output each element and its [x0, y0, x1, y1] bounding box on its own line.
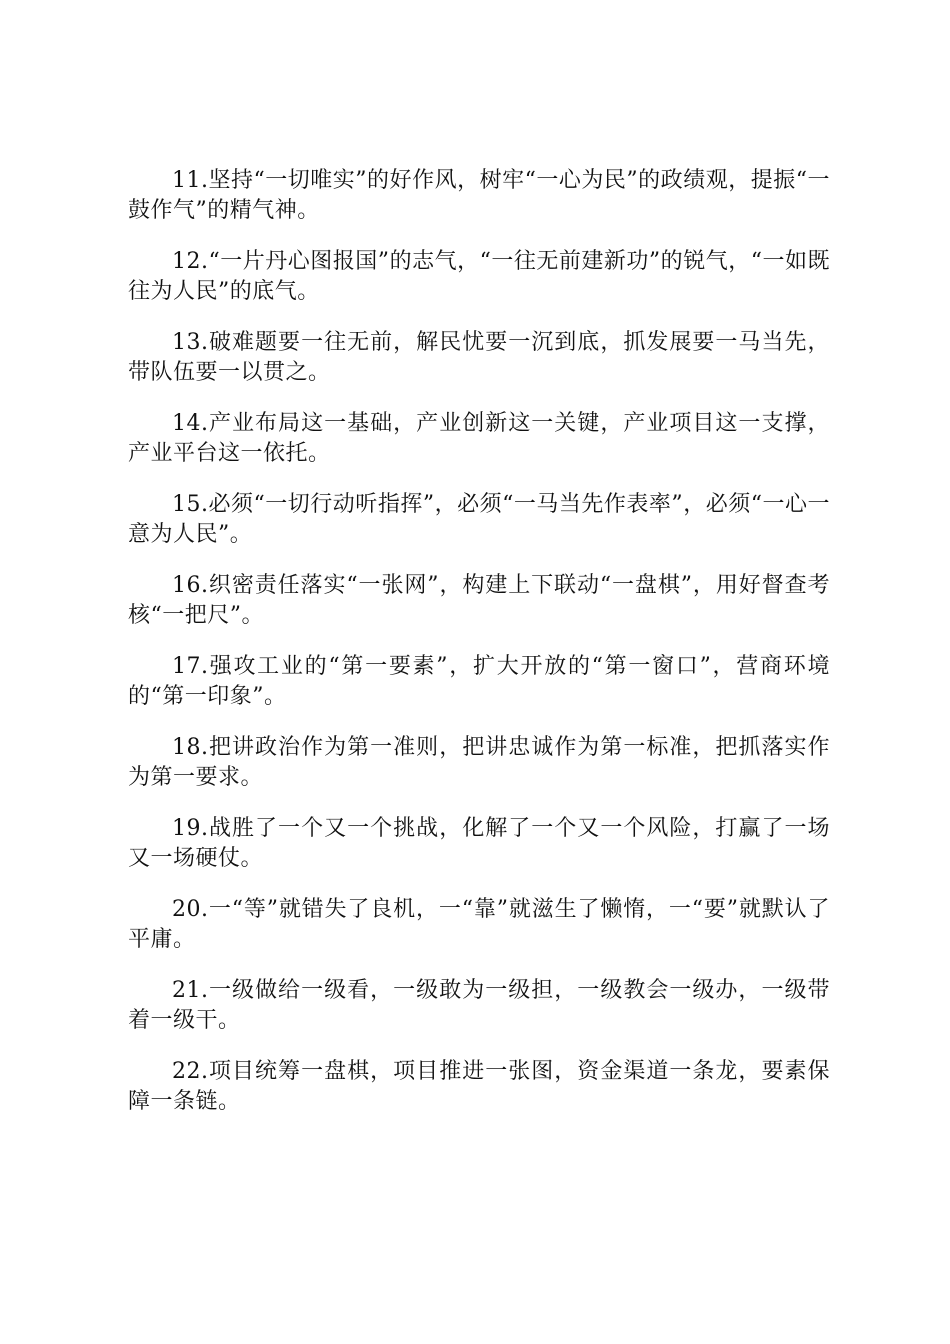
paragraph-14: 14.产业布局这一基础，产业创新这一关键，产业项目这一支撑，产业平台这一依托。: [128, 411, 830, 466]
document-body: [128, 166, 830, 1138]
paragraph-15: 15.必须“一切行动听指挥”，必须“一马当先作表率”，必须“一心一意为人民”。: [128, 492, 830, 547]
paragraph-17: 17.强攻工业的“第一要素”，扩大开放的“第一窗口”，营商环境的“第一印象”。: [128, 654, 830, 709]
paragraph-22: 22.项目统筹一盘棋，项目推进一张图，资金渠道一条龙，要素保障一条链。: [128, 1059, 830, 1114]
paragraph-20: 20.一“等”就错失了良机，一“靠”就滋生了懒惰，一“要”就默认了平庸。: [128, 897, 830, 952]
paragraph-16: 16.织密责任落实“一张网”，构建上下联动“一盘棋”，用好督查考核“一把尺”。: [128, 573, 830, 628]
paragraph-19: 19.战胜了一个又一个挑战，化解了一个又一个风险，打赢了一场又一场硬仗。: [128, 816, 830, 871]
paragraph-11: 11.坚持“一切唯实”的好作风，树牢“一心为民”的政绩观，提振“一鼓作气”的精气神。: [128, 168, 830, 223]
paragraph-21: 21.一级做给一级看，一级敢为一级担，一级教会一级办，一级带着一级干。: [128, 978, 830, 1033]
paragraph-18: 18.把讲政治作为第一准则，把讲忠诚作为第一标准，把抓落实作为第一要求。: [128, 735, 830, 790]
paragraph-12: 12.“一片丹心图报国”的志气，“一往无前建新功”的锐气，“一如既往为人民”的底气。: [128, 249, 830, 304]
paragraph-13: 13.破难题要一往无前，解民忧要一沉到底，抓发展要一马当先，带队伍要一以贯之。: [128, 330, 830, 385]
